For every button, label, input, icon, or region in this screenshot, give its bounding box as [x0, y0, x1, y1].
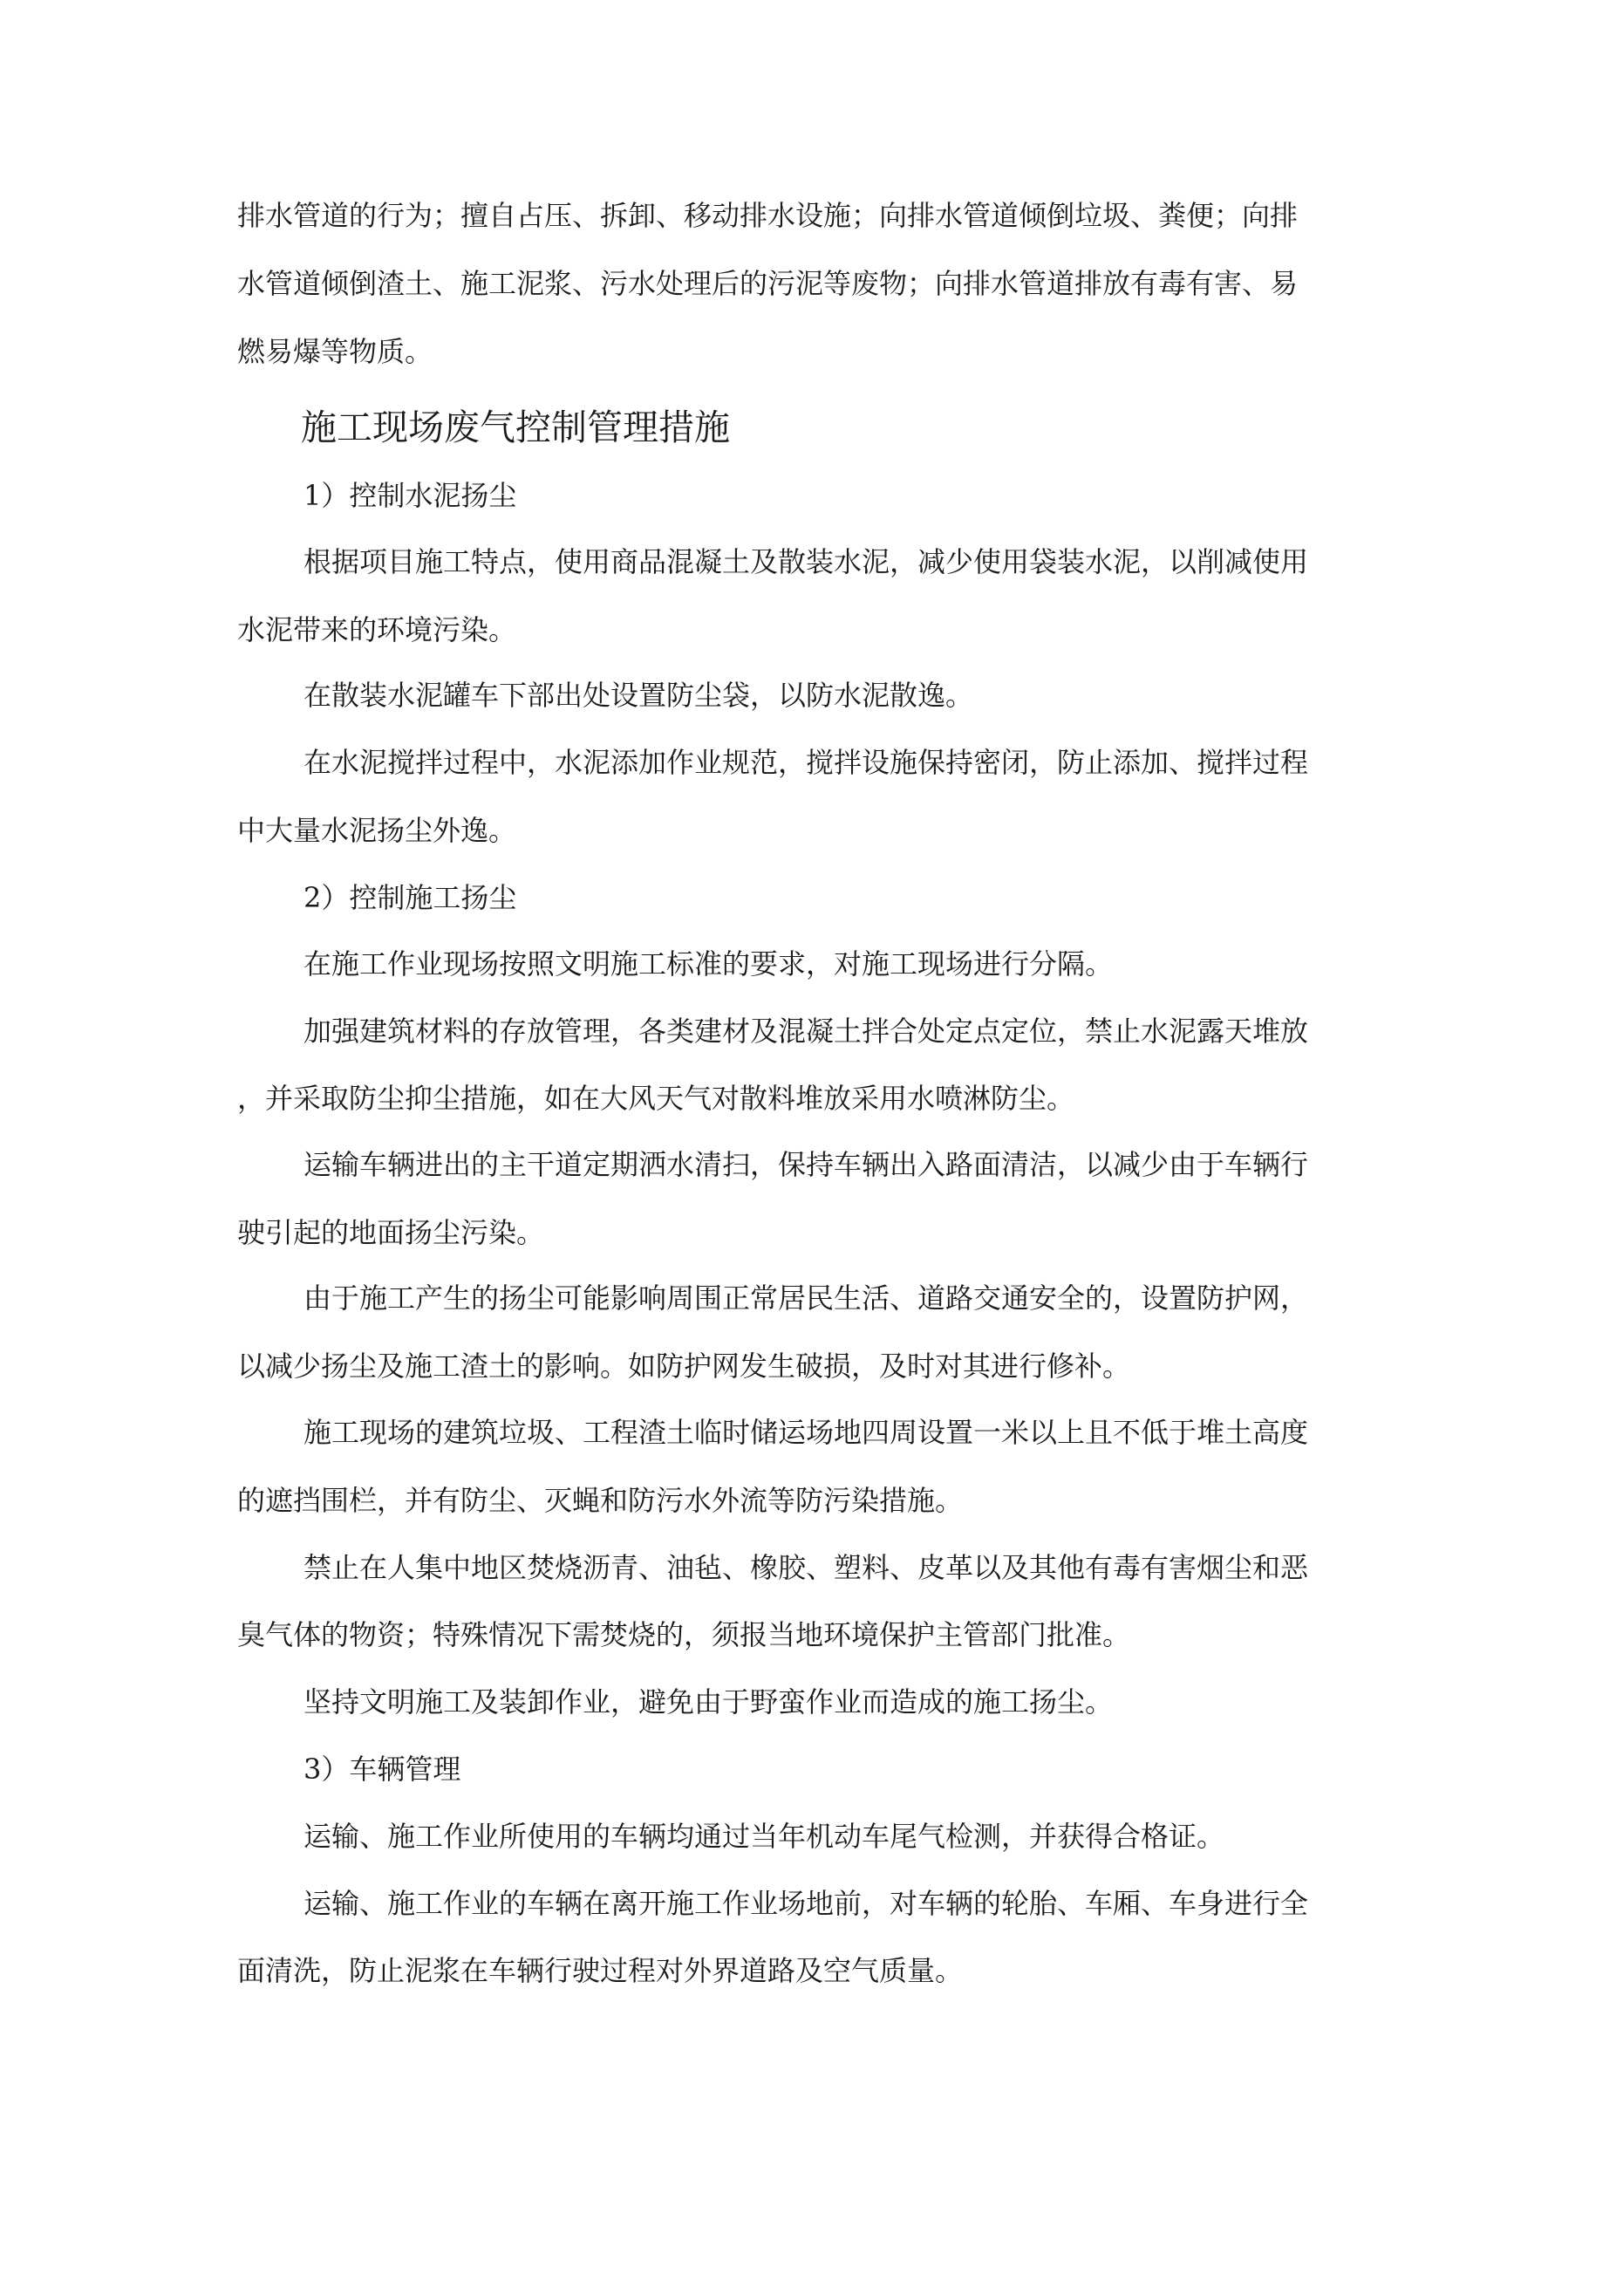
paragraph-line: 在散装水泥罐车下部出处设置防尘袋，以防水泥散逸。 [303, 679, 974, 712]
paragraph-line: 运输、施工作业所使用的车辆均通过当年机动车尾气检测，并获得合格证。 [303, 1820, 1225, 1853]
paragraph-line: 面清洗，防止泥浆在车辆行驶过程对外界道路及空气质量。 [237, 1954, 964, 1987]
paragraph-line: 施工现场的建筑垃圾、工程渣土临时储运场地四周设置一米以上且不低于堆土高度 [303, 1416, 1309, 1449]
paragraph-line: 在水泥搅拌过程中，水泥添加作业规范，搅拌设施保持密闭，防止添加、搅拌过程 [303, 746, 1309, 779]
paragraph-line: 的遮挡围栏，并有防尘、灭蝇和防污水外流等防污染措施。 [237, 1484, 964, 1517]
paragraph-line: 运输、施工作业的车辆在离开施工作业场地前，对车辆的轮胎、车厢、车身进行全 [303, 1887, 1309, 1920]
paragraph-line: 由于施工产生的扬尘可能影响周围正常居民生活、道路交通安全的，设置防护网， [303, 1281, 1309, 1315]
paragraph-line: 中大量水泥扬尘外逸。 [237, 814, 517, 847]
subsection-title: 2）控制施工扬尘 [303, 881, 517, 914]
paragraph-line: 运输车辆进出的主干道定期洒水清扫，保持车辆出入路面清洁，以减少由于车辆行 [303, 1148, 1309, 1181]
paragraph-line: 根据项目施工特点，使用商品混凝土及散装水泥，减少使用袋装水泥，以削减使用 [303, 545, 1309, 578]
paragraph-line: 驶引起的地面扬尘污染。 [237, 1216, 545, 1249]
section-heading: 施工现场废气控制管理措施 [301, 407, 730, 448]
paragraph-line: 禁止在人集中地区焚烧沥青、油毡、橡胶、塑料、皮革以及其他有毒有害烟尘和恶 [303, 1551, 1309, 1584]
paragraph-line: 臭气体的物资；特殊情况下需焚烧的，须报当地环境保护主管部门批准。 [237, 1618, 1131, 1651]
paragraph-line: 燃易爆等物质。 [237, 335, 433, 368]
paragraph-line: 在施工作业现场按照文明施工标准的要求，对施工现场进行分隔。 [303, 947, 1114, 981]
paragraph-line: 水泥带来的环境污染。 [237, 613, 517, 646]
paragraph-line: 以减少扬尘及施工渣土的影响。如防护网发生破损，及时对其进行修补。 [237, 1350, 1131, 1383]
paragraph-line: 坚持文明施工及装卸作业，避免由于野蛮作业而造成的施工扬尘。 [303, 1685, 1114, 1719]
subsection-title: 3）车辆管理 [303, 1753, 461, 1786]
paragraph-line: 加强建筑材料的存放管理，各类建材及混凝土拌合处定点定位，禁止水泥露天堆放 [303, 1015, 1309, 1048]
paragraph-line: 水管道倾倒渣土、施工泥浆、污水处理后的污泥等废物；向排水管道排放有毒有害、易 [237, 267, 1299, 300]
subsection-title: 1）控制水泥扬尘 [303, 479, 517, 512]
paragraph-line: ，并采取防尘抑尘措施，如在大风天气对散料堆放采用水喷淋防尘。 [237, 1082, 1075, 1115]
paragraph-line: 排水管道的行为；擅自占压、拆卸、移动排水设施；向排水管道倾倒垃圾、粪便；向排 [237, 199, 1299, 232]
